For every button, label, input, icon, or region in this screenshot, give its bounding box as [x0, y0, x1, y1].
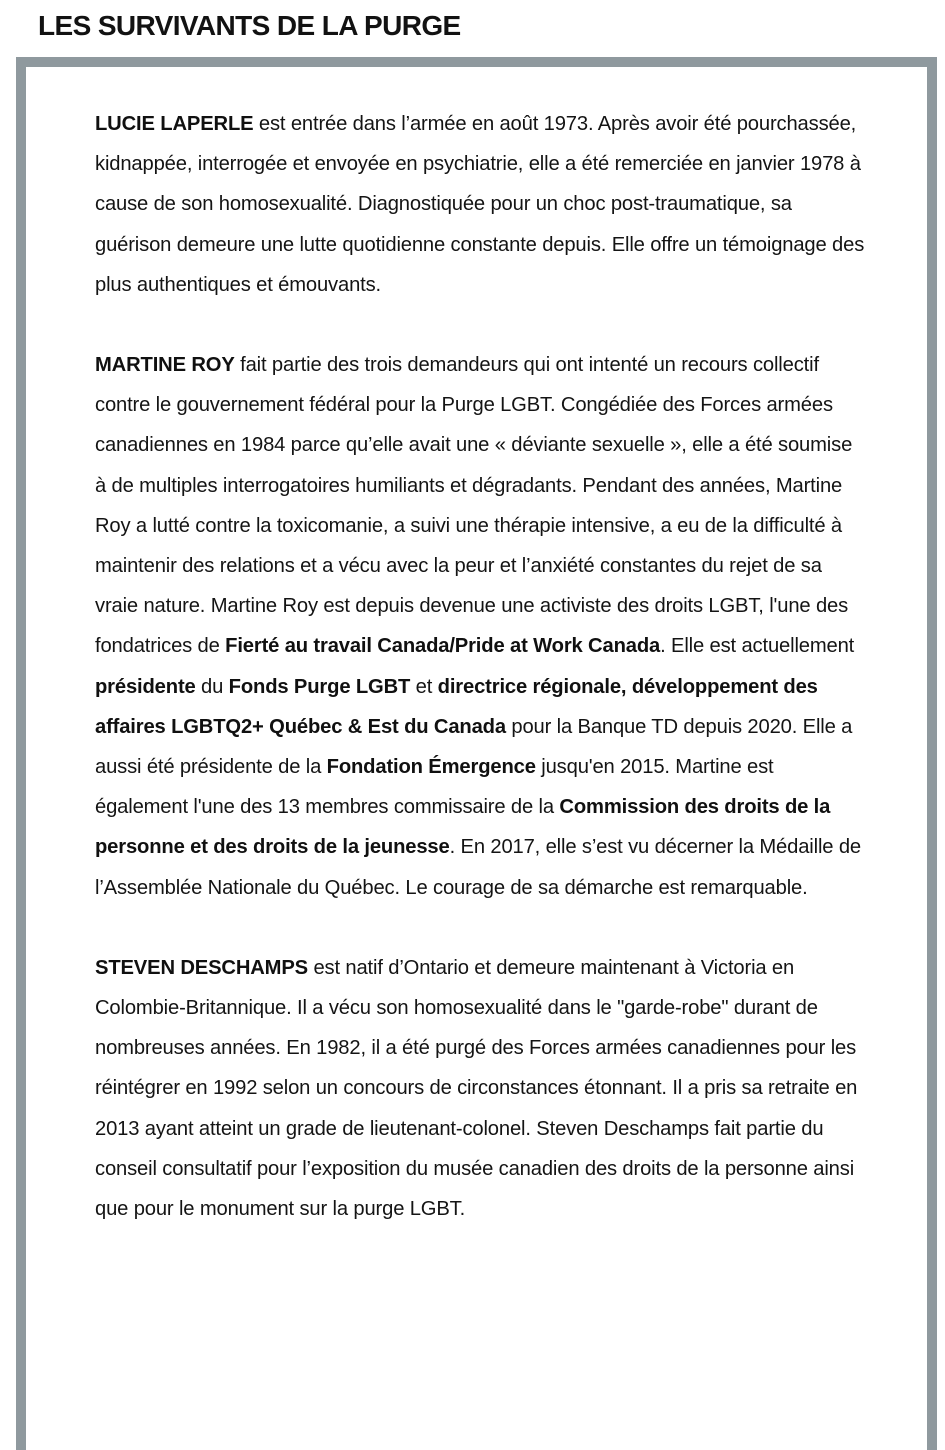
bios-container [95, 104, 865, 1269]
bio-text-segment: fait partie des trois demandeurs qui ont intenté un recours collectif contre le gouvernement fédéral pour la Purge LGBT. Congédiée des Forces armées canadiennes en 1984 parce qu’elle avait une « déviante sexuelle », elle a été soumise à de multiples interrogatoires humiliants et dégradants. Pendant des années, Martine Roy a lutté contre la toxicomanie, a suivi une thérapie intensive, a eu de la difficulté à maintenir des relations et a vécu avec la peur et l’anxiété constantes du rejet de sa vraie nature. Martine Roy est depuis devenue une activiste des droits LGBT, l'une des fondatrices de [95, 354, 853, 658]
organization-commission-droits: Commission des droits de la personne et des droits de la jeunesse [95, 796, 831, 859]
bio-text: est natif d’Ontario et demeure maintenant à Victoria en Colombie-Britannique. Il a vécu son homosexualité dans le "garde-robe" durant de nombreuses années. En 1982, il a été purgé des Forces armées canadiennes pour les réintégrer en 1992 selon un concours de circonstances étonnant. Il a pris sa retraite en 2013 ayant atteint un grade de lieutenant-colonel. Steven Deschamps fait partie du conseil consultatif pour l’exposition du musée canadien des droits de la personne ainsi que pour le monument sur la purge LGBT. [95, 956, 858, 1221]
bio-text-segment: . Elle est actuellement [660, 635, 855, 658]
bio-text-segment: et [410, 675, 438, 698]
bio-lucie-laperle [95, 104, 865, 305]
organization-pride-at-work: Fierté au travail Canada/Pride at Work Canada [225, 635, 661, 658]
bio-text-segment: jusqu'en 2015. Martine est également l'une des 13 membres commissaire de la [95, 756, 774, 819]
organization-fonds-purge: Fonds Purge LGBT [228, 675, 411, 698]
bio-name: STEVEN DESCHAMPS [95, 956, 308, 979]
bio-steven-deschamps [95, 948, 865, 1229]
role-directrice-regionale: directrice régionale, développement des affaires LGBTQ2+ Québec & Est du Canada [95, 675, 818, 738]
bio-text: est entrée dans l’armée en août 1973. Après avoir été pourchassée, kidnappée, interrogée et envoyée en psychiatrie, elle a été remerciée en janvier 1978 à cause de son homosexualité. Diagnostiquée pour un choc post-traumatique, sa guérison demeure une lutte quotidienne constante depuis. Elle offre un témoignage des plus authentiques et émouvants. [95, 113, 865, 296]
bio-name: LUCIE LAPERLE [95, 113, 254, 135]
bio-text-segment: du [195, 675, 229, 698]
bio-text-segment: pour la Banque TD depuis 2020. Elle a aussi été présidente de la [95, 715, 853, 779]
bio-martine-roy [95, 345, 865, 908]
bio-name: MARTINE ROY [95, 354, 235, 377]
bio-text-segment: . En 2017, elle s’est vu décerner la Médaille de l’Assemblée Nationale du Québec. Le courage de sa démarche est remarquable. [95, 836, 861, 899]
role-presidente: présidente [95, 675, 196, 698]
content-frame [16, 57, 937, 1450]
organization-fondation-emergence: Fondation Émergence [326, 756, 536, 779]
page-title: LES SURVIVANTS DE LA PURGE [38, 10, 461, 41]
